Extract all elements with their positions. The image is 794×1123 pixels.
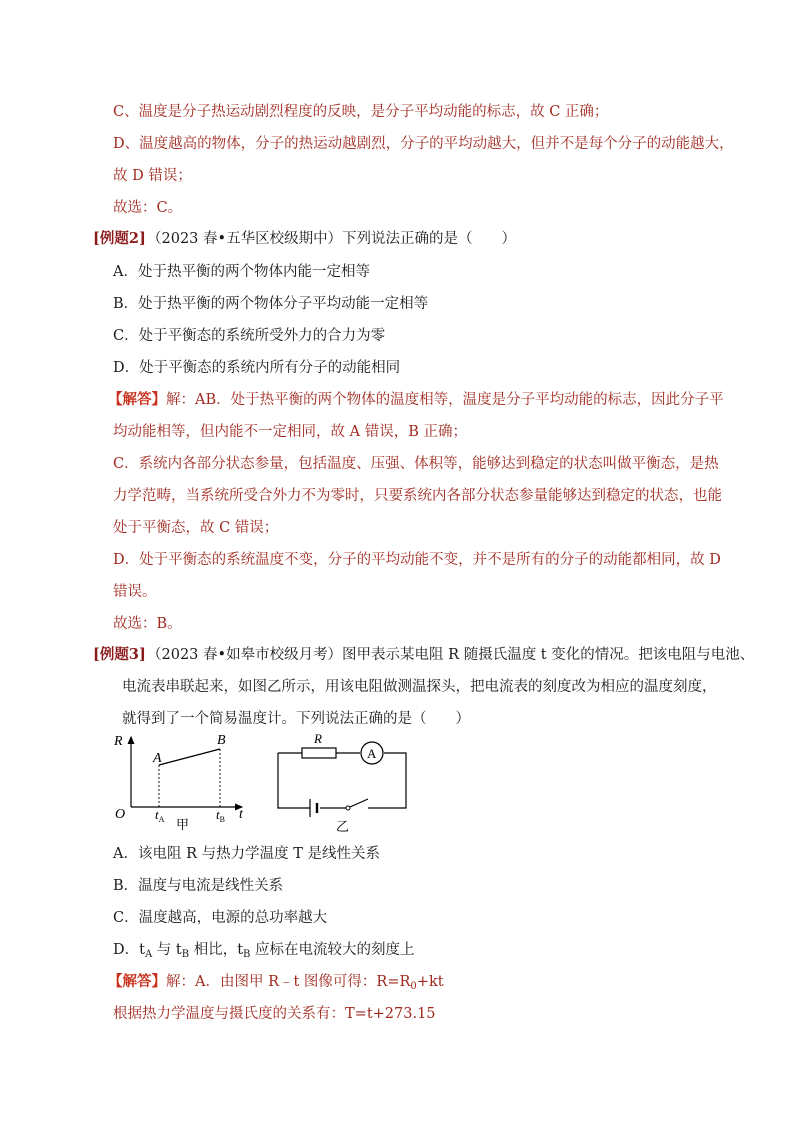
- caption-jia: 甲: [176, 818, 190, 833]
- graph-y-label: R: [114, 734, 123, 749]
- example-3-tag: [例题3]: [93, 646, 146, 663]
- answer-line: C．系统内各部分状态参量，包括温度、压强、体积等，能够达到稳定的状态叫做平衡态，是热: [113, 456, 719, 472]
- circuit-wire: [278, 753, 406, 808]
- example-2-stem: （2023 春•五华区校级期中）下列说法正确的是（ ）: [147, 231, 517, 247]
- answer-line: D．处于平衡态的系统温度不变，分子的平均动能不变，并不是所有的分子的动能都相同，故 D: [113, 552, 721, 568]
- point-a-label: A: [153, 751, 162, 766]
- answer-line: 错误。: [113, 584, 157, 600]
- resistance-temperature-graph: [113, 733, 244, 833]
- example-2-option-c: C．处于平衡态的系统所受外力的合力为零: [113, 328, 386, 344]
- answer-text: 解：AB．处于热平衡的两个物体的温度相等，温度是分子平均动能的标志，因此分子平: [166, 392, 724, 408]
- circuit-diagram: [278, 731, 406, 835]
- graph-x-label: t: [239, 807, 243, 822]
- example-2-option-d: D．处于平衡态的系统内所有分子的动能相同: [113, 360, 401, 376]
- answer-line-d1: D、温度越高的物体，分子的热运动越剧烈，分子的平均动越大，但并不是每个分子的动能越大，: [113, 136, 734, 152]
- answer-choice: 故选：B。: [113, 616, 182, 632]
- ammeter-label: A: [367, 746, 377, 761]
- point-b-label: B: [217, 733, 226, 748]
- answer-line-c: C、温度是分子热运动剧烈程度的反映，是分子平均动能的标志，故 C 正确；: [113, 104, 609, 120]
- switch-contact: [346, 806, 350, 810]
- example-3-option-a: A．该电阻 R 与热力学温度 T 是线性关系: [113, 846, 380, 862]
- answer-line: 力学范畴，当系统所受合外力不为零时，只要系统内各部分状态参量能够达到稳定的状态，也能: [113, 488, 722, 504]
- example-2-option-a: A．处于热平衡的两个物体内能一定相等: [113, 264, 370, 280]
- example-2-answer: [108, 390, 724, 410]
- answer-text: 解：A．由图甲 R﹣t 图像可得：$R=R_0+kt$: [166, 974, 444, 992]
- example-3-option-c: C．温度越高，电源的总功率越大: [113, 910, 328, 926]
- figure-graph-and-circuit: [0, 727, 794, 847]
- answer-label: 【解答】: [108, 973, 166, 990]
- answer-line-d2: 故 D 错误；: [113, 168, 192, 184]
- example-3-stem-line3: 就得到了一个简易温度计。下列说法正确的是（ ）: [122, 711, 470, 727]
- answer-line: 处于平衡态，故 C 错误；: [113, 520, 279, 536]
- switch-lever: [350, 799, 368, 807]
- example-3-option-b: B．温度与电流是线性关系: [113, 878, 284, 894]
- graph-line-ab: [159, 749, 220, 765]
- answer-line: 根据热力学温度与摄氏度的关系有：T=t+273.15: [113, 1006, 436, 1022]
- resistor: [302, 748, 336, 758]
- caption-yi: 乙: [336, 820, 350, 835]
- answer-label: 【解答】: [108, 391, 166, 408]
- example-3-stem-line2: 电流表串联起来，如图乙所示，用该电阻做测温探头，把电流表的刻度改为相应的温度刻度，: [122, 679, 717, 695]
- answer-line: 均动能相等，但内能不一定相同，故 A 错误，B 正确；: [113, 424, 467, 440]
- tick-a-label: $t_A$: [155, 807, 165, 824]
- resistor-label: R: [314, 731, 322, 746]
- example-3-option-d: D．$t_A$ 与 $t_B$ 相比，$t_B$ 应标在电流较大的刻度上: [113, 942, 415, 960]
- example-2-option-b: B．处于热平衡的两个物体分子平均动能一定相等: [113, 296, 429, 312]
- answer-choice: 故选：C。: [113, 200, 183, 216]
- tick-b-label: $t_B$: [216, 807, 225, 824]
- example-2-tag: [例题2]: [93, 230, 146, 247]
- graph-origin: O: [115, 807, 126, 822]
- example-3-answer: [108, 972, 444, 997]
- example-3-stem-line1: （2023 春•如皋市校级月考）图甲表示某电阻 R 随摄氏温度 t 变化的情况。把该电阻与电池、: [147, 647, 755, 663]
